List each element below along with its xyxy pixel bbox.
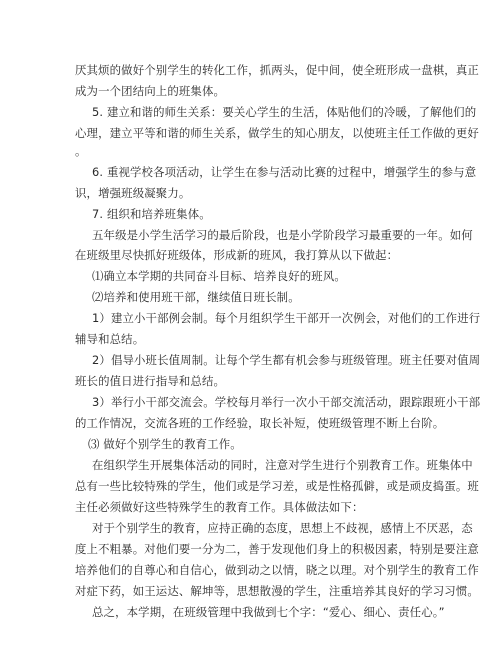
paragraph-line: ⑵培养和使用班干部，继续值日班长制。 bbox=[92, 290, 300, 304]
paragraph-line: 心理，建立平等和谐的师生关系，做学生的知心朋友，以使班主任工作做的更好 bbox=[75, 126, 479, 140]
paragraph-line: 对症下药，如王运达、解坤等，思想散漫的学生，注重培养其良好的学习习惯。 bbox=[75, 584, 479, 598]
paragraph-line: 辅导和总结。 bbox=[75, 332, 145, 346]
paragraph-line: 班长的值日进行指导和总结。 bbox=[75, 374, 226, 388]
paragraph-line: ⑶ 做好个别学生的教育工作。 bbox=[88, 437, 242, 451]
paragraph-line: 6. 重视学校各项活动，让学生在参与活动比赛的过程中，增强学生的参与意 bbox=[92, 165, 477, 179]
paragraph-line: 度上不粗暴。对他们要一分为二，善于发现他们身上的积极因素，特别是要注意 bbox=[75, 542, 479, 556]
paragraph-line: 1）建立小干部例会制。每个月组织学生干部开一次例会，对他们的工作进行 bbox=[92, 311, 481, 325]
paragraph-line: 培养他们的自尊心和自信心，做到动之以情，晓之以理。对个别学生的教育工作 bbox=[75, 563, 479, 577]
paragraph-line: 在组织学生开展集体活动的同时，注意对学生进行个别教育工作。班集体中 bbox=[92, 458, 473, 472]
paragraph-line: 。 bbox=[75, 144, 87, 158]
paragraph-line: 五年级是小学生活学习的最后阶段，也是小学阶段学习最重要的一年。如何 bbox=[92, 228, 473, 242]
paragraph-line: 7. 组织和培养班集体。 bbox=[92, 207, 211, 221]
paragraph-line: 的工作情况，交流各班的工作经验，取长补短，使班级管理不断上台阶。 bbox=[75, 416, 445, 430]
paragraph-line: 厌其烦的做好个别学生的转化工作，抓两头，促中间，使全班形成一盘棋，真正 bbox=[75, 63, 479, 77]
paragraph-line: 识，增强班级凝聚力。 bbox=[75, 186, 191, 200]
paragraph-line: 2）倡导小班长值周制。让每个学生都有机会参与班级管理。班主任要对值周 bbox=[92, 353, 481, 367]
paragraph-line: 5. 建立和谐的师生关系：要关心学生的生活，体贴他们的冷暖，了解他们的 bbox=[92, 105, 477, 119]
paragraph-line: 在班级里尽快抓好班级体，形成新的班风，我打算从以下做起： bbox=[75, 248, 399, 262]
paragraph-line: 总之，本学期，在班级管理中我做到七个字：“爱心、细心、责任心。” bbox=[92, 605, 445, 619]
paragraph-line: 对于个别学生的教育，应持正确的态度，思想上不歧视，感情上不厌恶，态 bbox=[92, 521, 473, 535]
paragraph-line: 主任必须做好这些特殊学生的教育工作。具体做法如下： bbox=[75, 500, 364, 514]
paragraph-line: 成为一个团结向上的班集体。 bbox=[75, 84, 226, 98]
paragraph-line: 3）举行小干部交流会。学校每月举行一次小干部交流活动，跟踪跟班小干部 bbox=[92, 395, 481, 409]
paragraph-line: 总有一些比较特殊的学生，他们或是学习差，或是性格孤僻，或是顽皮捣蛋。班 bbox=[75, 479, 479, 493]
paragraph-line: ⑴确立本学期的共同奋斗目标、培养良好的班风。 bbox=[92, 269, 346, 283]
